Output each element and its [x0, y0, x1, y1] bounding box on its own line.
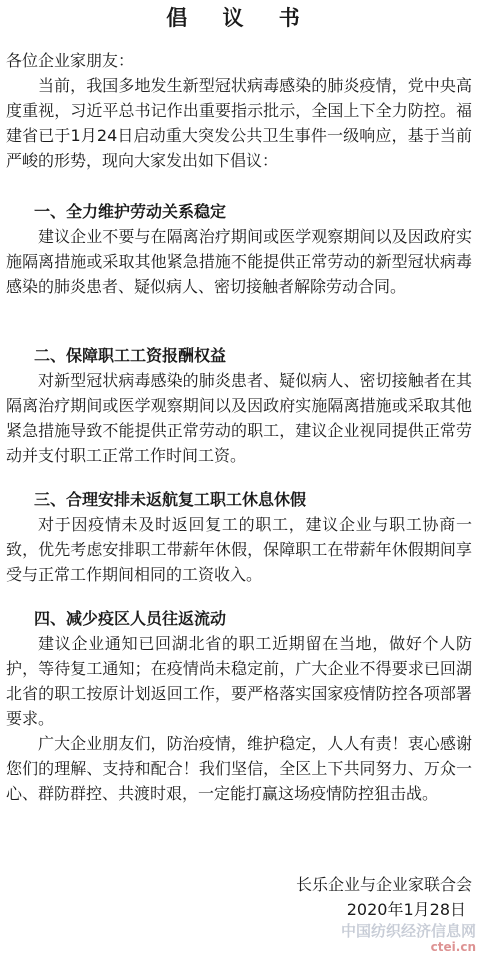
closing-paragraph: 广大企业朋友们，防治疫情，维护稳定，人人有责！衷心感谢您们的理解、支持和配合！我们坚信，全区上下共同努力、万众一心、群防群控、共渡时艰，一定能打赢这场疫情防控狙击战。 [6, 734, 472, 803]
section-4-body: 建议企业通知已回湖北省的职工近期留在当地，做好个人防护，等待复工通知；在疫情尚未稳定前，广大企业不得要求已回湖北省的职工按原计划返回工作，要严格落实国家疫情防控各项部署要求。 [6, 634, 472, 728]
signature-organization: 长乐企业与企业家联合会 [295, 875, 472, 894]
section-2-heading: 二、保障职工工资报酬权益 [34, 346, 227, 365]
section-3-body: 对于因疫情未及时返回复工的职工，建议企业与职工协商一致，优先考虑安排职工带薪年休假，保障职工在带薪年休假期间享受与正常工作期间相同的工资收入。 [6, 515, 472, 584]
section-1-heading: 一、全力维护劳动关系稳定 [34, 202, 227, 221]
watermark-text: 中国纺织经济信息网 [340, 922, 476, 940]
watermark-url: ctei.cn [430, 940, 476, 954]
section-2-body: 对新型冠状病毒感染的肺炎患者、疑似病人、密切接触者在其隔离治疗期间或医学观察期间以及因政府实施隔离措施或采取其他紧急措施导致不能提供正常劳动的职工，建议企业视同提供正常劳动并支付职工正常工作时间工资。 [6, 371, 472, 465]
section-4-heading: 四、减少疫区人员往返流动 [34, 609, 227, 628]
document-title: 倡 议 书 [166, 6, 314, 30]
watermark-logo [341, 922, 476, 954]
section-3-heading: 三、合理安排未返航复工职工休息休假 [34, 490, 307, 509]
greeting: 各位企业家朋友： [6, 51, 135, 70]
section-1-body: 建议企业不要与在隔离治疗期间或医学观察期间以及因政府实施隔离措施或采取其他紧急措施不能提供正常劳动的新型冠状病毒感染的肺炎患者、疑似病人、密切接触者解除劳动合同。 [6, 227, 472, 296]
intro-paragraph: 当前，我国多地发生新型冠状病毒感染的肺炎疫情，党中央高度重视，习近平总书记作出重要指示批示，全国上下全力防控。福建省已于1月24日启动重大突发公共卫生事件一级响应，基于当前严峻的形势，现向大家发出如下倡议： [6, 76, 472, 170]
signature-date: 2020年1月28日 [346, 900, 466, 919]
